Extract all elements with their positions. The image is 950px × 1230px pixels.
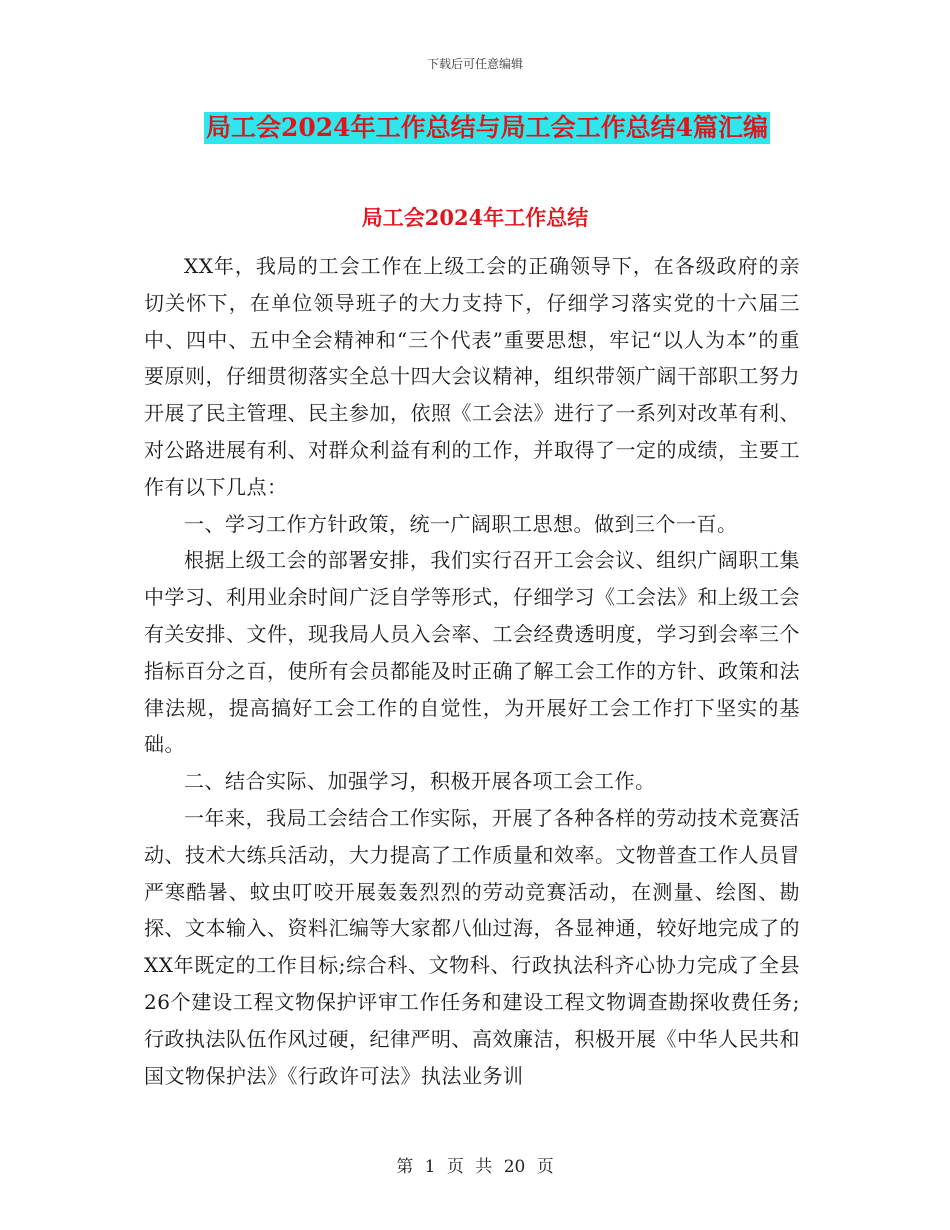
section-heading-1: 一、学习工作方针政策，统一广阔职工思想。做到三个一百。 [184, 511, 738, 536]
section-heading-2: 二、结合实际、加强学习，积极开展各项工会工作。 [184, 769, 656, 794]
body-text [144, 248, 800, 1094]
page-number-footer: 第 1 页 共 20 页 [396, 1157, 554, 1177]
header-note: 下载后可任意编辑 [426, 57, 523, 71]
paragraph: XX年，我局的工会工作在上级工会的正确领导下，在各级政府的亲切关怀下，在单位领导班子的大力支持下，仔细学习落实党的十六届三中、四中、五中全会精神和“三个代表”重要思想，牢记“以人为本”的重要原则，仔细贯彻落实全总十四大会议精神，组织带领广阔干部职工努力开展了民主管理、民主参加，依照《工会法》进行了一系列对改革有利、对公路进展有利、对群众利益有利的工作，并取得了一定的成绩，主要工作有以下几点： [144, 254, 800, 499]
section-title: 局工会2024年工作总结 [361, 205, 589, 230]
paragraph: 根据上级工会的部署安排，我们实行召开工会会议、组织广阔职工集中学习、利用业余时间广泛自学等形式，仔细学习《工会法》和上级工会有关安排、文件，现我局人员入会率、工会经费透明度，学习到会率三个指标百分之百，使所有会员都能及时正确了解工会工作的方针、政策和法律法规，提高搞好工会工作的自觉性，为开展好工会工作打下坚实的基础。 [144, 548, 800, 757]
paragraph: 一年来，我局工会结合工作实际，开展了各种各样的劳动技术竞赛活动、技术大练兵活动，大力提高了工作质量和效率。文物普查工作人员冒严寒酷暑、蚊虫叮咬开展轰轰烈烈的劳动竞赛活动，在测量、绘图、勘探、文本输入、资料汇编等大家都八仙过海，各显神通，较好地完成了的XX年既定的工作目标;综合科、文物科、行政执法科齐心协力完成了全县26个建设工程文物保护评审工作任务和建设工程文物调查勘探收费任务;行政执法队伍作风过硬，纪律严明、高效廉洁，积极开展《中华人民共和国文物保护法》《行政许可法》执法业务训 [144, 805, 800, 1088]
main-title: 局工会2024年工作总结与局工会工作总结4篇汇编 [206, 113, 768, 142]
